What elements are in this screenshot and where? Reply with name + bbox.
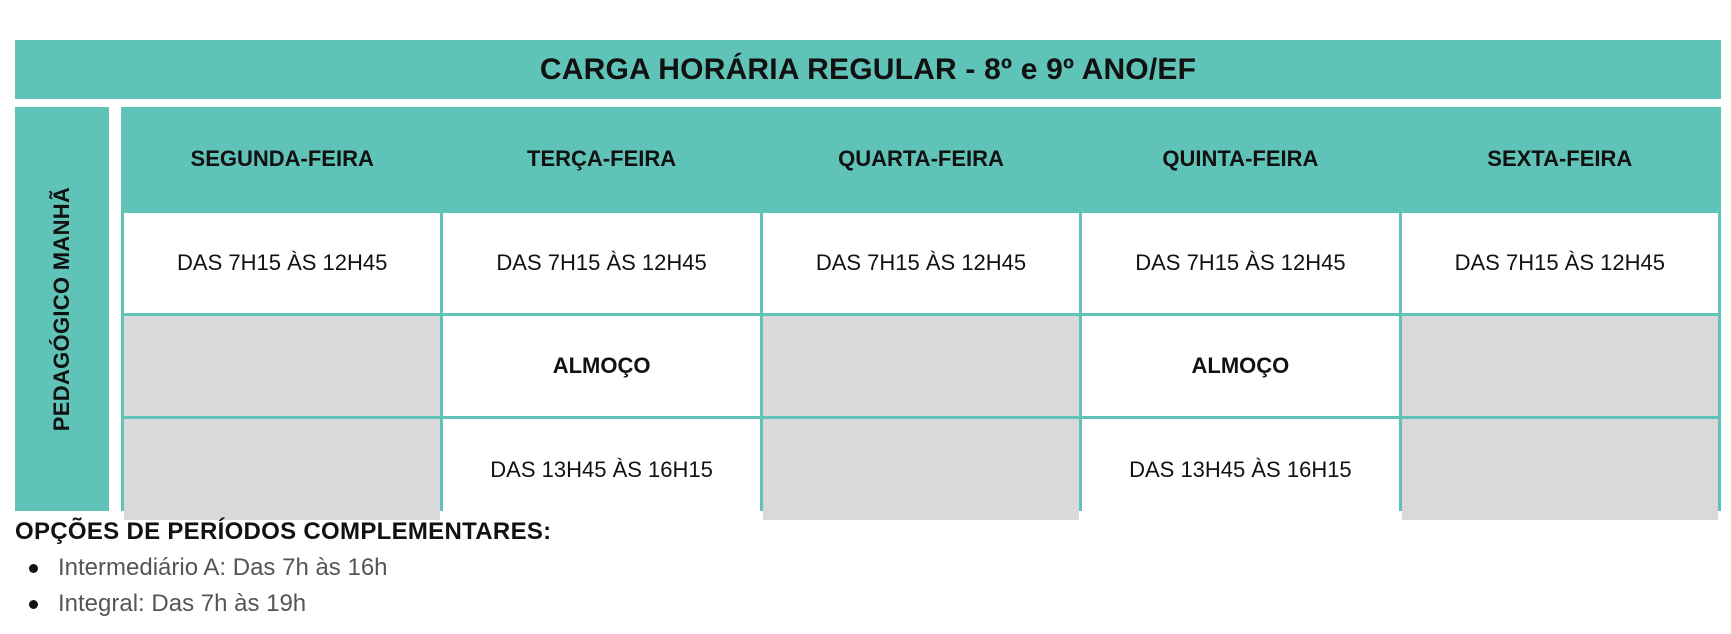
complementary-periods xyxy=(15,518,1715,622)
list-item-text: Integral: Das 7h às 19h xyxy=(58,590,307,617)
table-cell: DAS 7H15 ÀS 12H45 xyxy=(1082,213,1398,313)
day-header-monday: SEGUNDA-FEIRA xyxy=(124,107,440,210)
table-cell: DAS 13H45 ÀS 16H15 xyxy=(1082,419,1398,520)
day-header-tuesday: TERÇA-FEIRA xyxy=(443,107,759,210)
table-cell: DAS 7H15 ÀS 12H45 xyxy=(124,213,440,313)
table-cell-empty xyxy=(124,316,440,416)
list-item-text: Intermediário A: Das 7h às 16h xyxy=(58,554,388,581)
table-cell: DAS 7H15 ÀS 12H45 xyxy=(443,213,759,313)
bullet-icon xyxy=(29,600,38,609)
side-label: PEDAGÓGICO MANHÃ xyxy=(49,186,74,432)
bullet-icon xyxy=(29,564,38,573)
day-header-friday: SEXTA-FEIRA xyxy=(1402,107,1718,210)
notes-list xyxy=(15,550,1715,622)
notes-title: OPÇÕES DE PERÍODOS COMPLEMENTARES: xyxy=(15,518,552,545)
table-cell-lunch: ALMOÇO xyxy=(443,316,759,416)
table-cell: DAS 7H15 ÀS 12H45 xyxy=(763,213,1079,313)
list-item xyxy=(29,586,1715,622)
table-cell: DAS 7H15 ÀS 12H45 xyxy=(1402,213,1718,313)
table-cell-lunch: ALMOÇO xyxy=(1082,316,1398,416)
table-cell-empty xyxy=(1402,316,1718,416)
table-cell-empty xyxy=(124,419,440,520)
table-cell: DAS 13H45 ÀS 16H15 xyxy=(443,419,759,520)
list-item xyxy=(29,550,1715,586)
table-cell-empty xyxy=(763,316,1079,416)
table-cell-empty xyxy=(763,419,1079,520)
day-header-thursday: QUINTA-FEIRA xyxy=(1082,107,1398,210)
side-band xyxy=(15,107,109,511)
day-header-wednesday: QUARTA-FEIRA xyxy=(763,107,1079,210)
table-cell-empty xyxy=(1402,419,1718,520)
schedule-title: CARGA HORÁRIA REGULAR - 8º e 9º ANO/EF xyxy=(15,40,1721,99)
schedule-table xyxy=(121,107,1721,511)
